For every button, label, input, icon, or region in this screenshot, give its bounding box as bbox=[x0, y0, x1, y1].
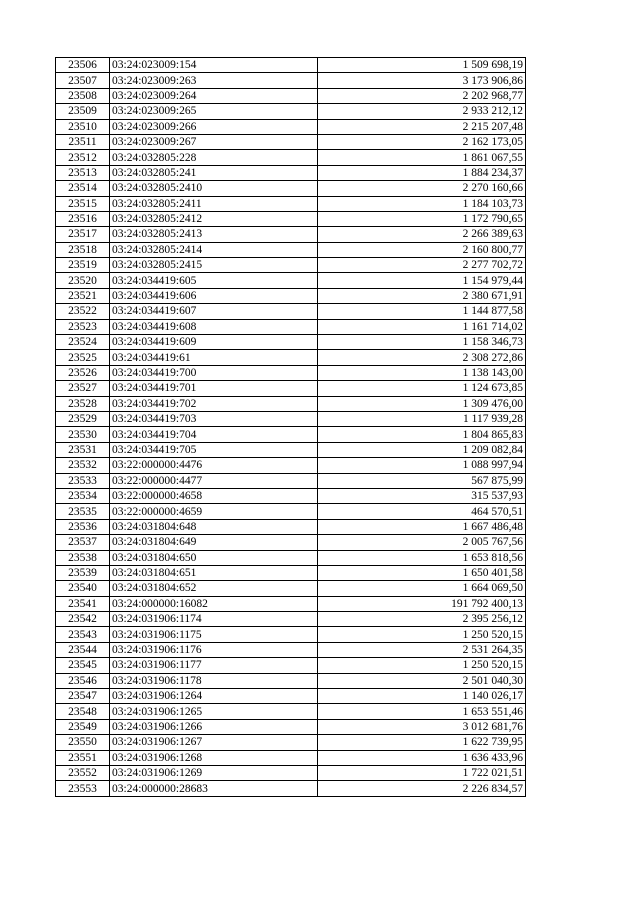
cadastral-number-cell: 03:24:034419:701 bbox=[110, 381, 318, 396]
cadastral-value-cell: 2 308 272,86 bbox=[318, 350, 526, 365]
cadastral-value-cell: 1 861 067,55 bbox=[318, 150, 526, 165]
table-row bbox=[56, 627, 526, 642]
row-number-cell: 23517 bbox=[56, 227, 110, 242]
cadastral-number-cell: 03:24:031804:649 bbox=[110, 535, 318, 550]
cadastral-value-cell: 2 277 702,72 bbox=[318, 258, 526, 273]
cadastral-value-cell: 1 209 082,84 bbox=[318, 442, 526, 457]
row-number-cell: 23546 bbox=[56, 673, 110, 688]
cadastral-number-cell: 03:22:000000:4659 bbox=[110, 504, 318, 519]
cadastral-number-cell: 03:24:023009:154 bbox=[110, 58, 318, 73]
cadastral-value-cell: 1 622 739,95 bbox=[318, 735, 526, 750]
cadastral-number-cell: 03:24:031906:1265 bbox=[110, 704, 318, 719]
cadastral-value-cell: 1 667 486,48 bbox=[318, 519, 526, 534]
cadastral-number-cell: 03:24:031804:650 bbox=[110, 550, 318, 565]
cadastral-number-cell: 03:24:034419:607 bbox=[110, 304, 318, 319]
table-row bbox=[56, 781, 526, 796]
table-row bbox=[56, 88, 526, 103]
cadastral-value-cell: 315 537,93 bbox=[318, 488, 526, 503]
row-number-cell: 23549 bbox=[56, 719, 110, 734]
cadastral-value-cell: 567 875,99 bbox=[318, 473, 526, 488]
cadastral-number-cell: 03:24:031906:1268 bbox=[110, 750, 318, 765]
cadastral-number-cell: 03:24:031906:1269 bbox=[110, 765, 318, 780]
cadastral-number-cell: 03:24:031906:1175 bbox=[110, 627, 318, 642]
cadastral-value-cell: 1 158 346,73 bbox=[318, 335, 526, 350]
table-row bbox=[56, 411, 526, 426]
cadastral-value-cell: 1 653 551,46 bbox=[318, 704, 526, 719]
table-row bbox=[56, 119, 526, 134]
cadastral-value-cell: 1 664 069,50 bbox=[318, 581, 526, 596]
cadastral-number-cell: 03:22:000000:4658 bbox=[110, 488, 318, 503]
cadastral-number-cell: 03:24:032805:2415 bbox=[110, 258, 318, 273]
row-number-cell: 23530 bbox=[56, 427, 110, 442]
cadastral-number-cell: 03:24:034419:700 bbox=[110, 365, 318, 380]
cadastral-value-cell: 2 380 671,91 bbox=[318, 288, 526, 303]
row-number-cell: 23515 bbox=[56, 196, 110, 211]
row-number-cell: 23547 bbox=[56, 689, 110, 704]
row-number-cell: 23518 bbox=[56, 242, 110, 257]
row-number-cell: 23510 bbox=[56, 119, 110, 134]
table-row bbox=[56, 196, 526, 211]
row-number-cell: 23514 bbox=[56, 181, 110, 196]
row-number-cell: 23553 bbox=[56, 781, 110, 796]
cadastral-value-cell: 1 722 021,51 bbox=[318, 765, 526, 780]
cadastral-number-cell: 03:24:031804:652 bbox=[110, 581, 318, 596]
cadastral-value-cell: 2 270 160,66 bbox=[318, 181, 526, 196]
table-row bbox=[56, 565, 526, 580]
table-row bbox=[56, 304, 526, 319]
cadastral-number-cell: 03:24:031906:1176 bbox=[110, 642, 318, 657]
cadastral-value-cell: 2 501 040,30 bbox=[318, 673, 526, 688]
cadastral-number-cell: 03:24:032805:2413 bbox=[110, 227, 318, 242]
row-number-cell: 23537 bbox=[56, 535, 110, 550]
row-number-cell: 23525 bbox=[56, 350, 110, 365]
row-number-cell: 23545 bbox=[56, 658, 110, 673]
table-row bbox=[56, 211, 526, 226]
cadastral-value-cell: 2 266 389,63 bbox=[318, 227, 526, 242]
cadastral-value-cell: 1 636 433,96 bbox=[318, 750, 526, 765]
cadastral-value-cell: 2 005 767,56 bbox=[318, 535, 526, 550]
cadastral-value-cell: 1 804 865,83 bbox=[318, 427, 526, 442]
cadastral-value-cell: 2 531 264,35 bbox=[318, 642, 526, 657]
cadastral-value-cell: 1 250 520,15 bbox=[318, 627, 526, 642]
cadastral-number-cell: 03:24:023009:264 bbox=[110, 88, 318, 103]
row-number-cell: 23535 bbox=[56, 504, 110, 519]
row-number-cell: 23529 bbox=[56, 411, 110, 426]
cadastral-number-cell: 03:24:032805:241 bbox=[110, 165, 318, 180]
row-number-cell: 23551 bbox=[56, 750, 110, 765]
cadastral-value-cell: 1 140 026,17 bbox=[318, 689, 526, 704]
row-number-cell: 23511 bbox=[56, 134, 110, 149]
table-row bbox=[56, 258, 526, 273]
row-number-cell: 23526 bbox=[56, 365, 110, 380]
table-row bbox=[56, 427, 526, 442]
row-number-cell: 23512 bbox=[56, 150, 110, 165]
cadastral-number-cell: 03:24:031906:1174 bbox=[110, 612, 318, 627]
table-row bbox=[56, 319, 526, 334]
table-row bbox=[56, 350, 526, 365]
cadastral-value-cell: 3 173 906,86 bbox=[318, 73, 526, 88]
row-number-cell: 23539 bbox=[56, 565, 110, 580]
row-number-cell: 23536 bbox=[56, 519, 110, 534]
table-row bbox=[56, 442, 526, 457]
cadastral-number-cell: 03:24:034419:703 bbox=[110, 411, 318, 426]
row-number-cell: 23541 bbox=[56, 596, 110, 611]
cadastral-number-cell: 03:24:031906:1266 bbox=[110, 719, 318, 734]
row-number-cell: 23552 bbox=[56, 765, 110, 780]
cadastral-value-cell: 2 215 207,48 bbox=[318, 119, 526, 134]
row-number-cell: 23506 bbox=[56, 58, 110, 73]
row-number-cell: 23538 bbox=[56, 550, 110, 565]
row-number-cell: 23507 bbox=[56, 73, 110, 88]
cadastral-value-cell: 2 162 173,05 bbox=[318, 134, 526, 149]
cadastral-number-cell: 03:22:000000:4477 bbox=[110, 473, 318, 488]
row-number-cell: 23533 bbox=[56, 473, 110, 488]
cadastral-number-cell: 03:24:034419:705 bbox=[110, 442, 318, 457]
row-number-cell: 23522 bbox=[56, 304, 110, 319]
row-number-cell: 23527 bbox=[56, 381, 110, 396]
cadastral-value-cell: 1 653 818,56 bbox=[318, 550, 526, 565]
cadastral-number-cell: 03:24:034419:606 bbox=[110, 288, 318, 303]
table-row bbox=[56, 719, 526, 734]
cadastral-number-cell: 03:24:000000:28683 bbox=[110, 781, 318, 796]
table-row bbox=[56, 335, 526, 350]
cadastral-value-cell: 1 250 520,15 bbox=[318, 658, 526, 673]
table-row bbox=[56, 612, 526, 627]
table-row bbox=[56, 504, 526, 519]
cadastral-value-cell: 1 124 673,85 bbox=[318, 381, 526, 396]
table-row bbox=[56, 689, 526, 704]
table-row bbox=[56, 473, 526, 488]
table-row bbox=[56, 242, 526, 257]
cadastral-value-cell: 2 226 834,57 bbox=[318, 781, 526, 796]
table-row bbox=[56, 535, 526, 550]
row-number-cell: 23532 bbox=[56, 458, 110, 473]
cadastral-number-cell: 03:24:031906:1177 bbox=[110, 658, 318, 673]
row-number-cell: 23516 bbox=[56, 211, 110, 226]
cadastral-value-cell: 1 088 997,94 bbox=[318, 458, 526, 473]
cadastral-value-cell: 464 570,51 bbox=[318, 504, 526, 519]
table-row bbox=[56, 365, 526, 380]
cadastral-value-cell: 1 144 877,58 bbox=[318, 304, 526, 319]
table-row bbox=[56, 704, 526, 719]
table-row bbox=[56, 150, 526, 165]
cadastral-value-cell: 1 509 698,19 bbox=[318, 58, 526, 73]
row-number-cell: 23550 bbox=[56, 735, 110, 750]
cadastral-value-cell: 1 161 714,02 bbox=[318, 319, 526, 334]
cadastral-value-cell: 191 792 400,13 bbox=[318, 596, 526, 611]
row-number-cell: 23548 bbox=[56, 704, 110, 719]
cadastral-value-cell: 1 138 143,00 bbox=[318, 365, 526, 380]
cadastral-number-cell: 03:24:023009:263 bbox=[110, 73, 318, 88]
cadastral-number-cell: 03:24:034419:609 bbox=[110, 335, 318, 350]
cadastral-value-cell: 2 160 800,77 bbox=[318, 242, 526, 257]
cadastral-number-cell: 03:24:031804:651 bbox=[110, 565, 318, 580]
cadastral-value-cell: 1 650 401,58 bbox=[318, 565, 526, 580]
table-row bbox=[56, 104, 526, 119]
table-row bbox=[56, 519, 526, 534]
cadastral-number-cell: 03:24:032805:228 bbox=[110, 150, 318, 165]
cadastral-number-cell: 03:24:032805:2414 bbox=[110, 242, 318, 257]
cadastral-number-cell: 03:24:032805:2412 bbox=[110, 211, 318, 226]
table-row bbox=[56, 165, 526, 180]
cadastral-number-cell: 03:24:032805:2410 bbox=[110, 181, 318, 196]
row-number-cell: 23540 bbox=[56, 581, 110, 596]
row-number-cell: 23508 bbox=[56, 88, 110, 103]
table-row bbox=[56, 73, 526, 88]
table-row bbox=[56, 735, 526, 750]
cadastral-value-cell: 1 172 790,65 bbox=[318, 211, 526, 226]
cadastral-value-cell: 1 117 939,28 bbox=[318, 411, 526, 426]
table-row bbox=[56, 273, 526, 288]
cadastral-number-cell: 03:22:000000:4476 bbox=[110, 458, 318, 473]
table-row bbox=[56, 750, 526, 765]
table-row bbox=[56, 181, 526, 196]
cadastral-number-cell: 03:24:031906:1267 bbox=[110, 735, 318, 750]
table-row bbox=[56, 673, 526, 688]
cadastral-number-cell: 03:24:023009:265 bbox=[110, 104, 318, 119]
row-number-cell: 23509 bbox=[56, 104, 110, 119]
cadastral-value-cell: 2 395 256,12 bbox=[318, 612, 526, 627]
cadastral-value-cell: 1 884 234,37 bbox=[318, 165, 526, 180]
cadastral-value-table bbox=[55, 57, 526, 797]
table-body bbox=[56, 58, 526, 797]
cadastral-number-cell: 03:24:034419:704 bbox=[110, 427, 318, 442]
table-row bbox=[56, 458, 526, 473]
row-number-cell: 23513 bbox=[56, 165, 110, 180]
cadastral-number-cell: 03:24:023009:267 bbox=[110, 134, 318, 149]
row-number-cell: 23520 bbox=[56, 273, 110, 288]
table-row bbox=[56, 227, 526, 242]
cadastral-number-cell: 03:24:000000:16082 bbox=[110, 596, 318, 611]
table-row bbox=[56, 134, 526, 149]
row-number-cell: 23521 bbox=[56, 288, 110, 303]
table-row bbox=[56, 488, 526, 503]
row-number-cell: 23534 bbox=[56, 488, 110, 503]
cadastral-value-cell: 2 202 968,77 bbox=[318, 88, 526, 103]
row-number-cell: 23543 bbox=[56, 627, 110, 642]
cadastral-number-cell: 03:24:034419:61 bbox=[110, 350, 318, 365]
table-row bbox=[56, 658, 526, 673]
cadastral-value-cell: 1 184 103,73 bbox=[318, 196, 526, 211]
cadastral-number-cell: 03:24:034419:702 bbox=[110, 396, 318, 411]
table-row bbox=[56, 642, 526, 657]
cadastral-value-cell: 2 933 212,12 bbox=[318, 104, 526, 119]
row-number-cell: 23519 bbox=[56, 258, 110, 273]
row-number-cell: 23524 bbox=[56, 335, 110, 350]
table-row bbox=[56, 288, 526, 303]
table-row bbox=[56, 550, 526, 565]
table-row bbox=[56, 596, 526, 611]
cadastral-value-cell: 1 309 476,00 bbox=[318, 396, 526, 411]
cadastral-number-cell: 03:24:031906:1264 bbox=[110, 689, 318, 704]
cadastral-number-cell: 03:24:031804:648 bbox=[110, 519, 318, 534]
row-number-cell: 23542 bbox=[56, 612, 110, 627]
row-number-cell: 23544 bbox=[56, 642, 110, 657]
table-row bbox=[56, 765, 526, 780]
cadastral-number-cell: 03:24:023009:266 bbox=[110, 119, 318, 134]
cadastral-value-cell: 3 012 681,76 bbox=[318, 719, 526, 734]
cadastral-number-cell: 03:24:031906:1178 bbox=[110, 673, 318, 688]
cadastral-value-cell: 1 154 979,44 bbox=[318, 273, 526, 288]
table-row bbox=[56, 381, 526, 396]
table-row bbox=[56, 58, 526, 73]
table-row bbox=[56, 396, 526, 411]
table-row bbox=[56, 581, 526, 596]
cadastral-number-cell: 03:24:032805:2411 bbox=[110, 196, 318, 211]
cadastral-number-cell: 03:24:034419:608 bbox=[110, 319, 318, 334]
row-number-cell: 23531 bbox=[56, 442, 110, 457]
row-number-cell: 23523 bbox=[56, 319, 110, 334]
row-number-cell: 23528 bbox=[56, 396, 110, 411]
cadastral-number-cell: 03:24:034419:605 bbox=[110, 273, 318, 288]
